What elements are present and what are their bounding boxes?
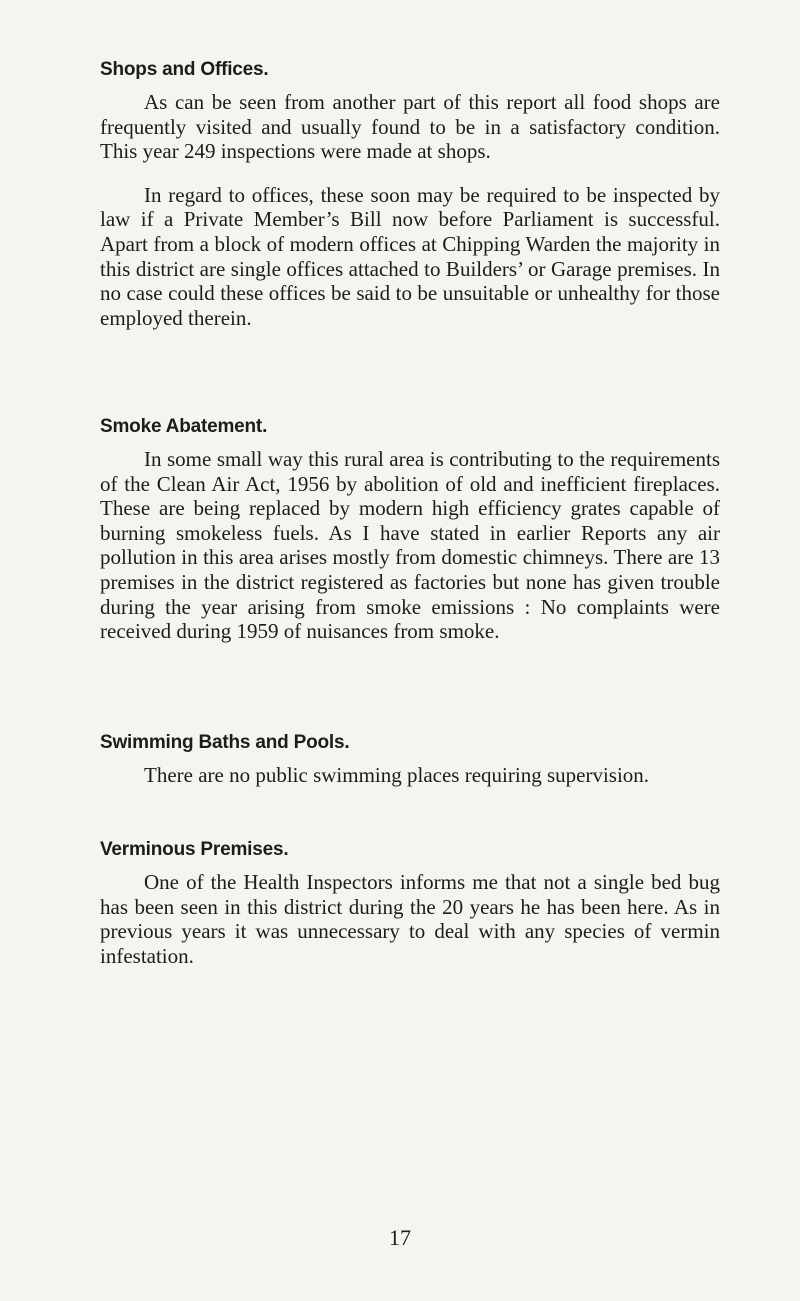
- section-shops-and-offices: [100, 58, 720, 330]
- paragraph: In some small way this rural area is contributing to the requirements of the Clean Air Act, 1956 by abolition of old and inefficient fireplaces. These are being replaced by modern high efficiency grates capable of burning smokeless fuels. As I have stated in earlier Reports any air pollution in this area arises mostly from domestic chimneys. There are 13 premises in the district registered as factories but none has given trouble during the year arising from smoke emissions : No complaints were received during 1959 of nuisances from smoke.: [100, 447, 720, 644]
- page-number: 17: [389, 1225, 411, 1250]
- section-heading: Shops and Offices.: [100, 59, 269, 80]
- section-heading: Verminous Premises.: [100, 839, 289, 860]
- paragraph: As can be seen from another part of this report all food shops are frequently visited and usually found to be in a satisfactory condition. This year 249 inspections were made at shops.: [100, 90, 720, 164]
- paragraph: In regard to offices, these soon may be required to be inspected by law if a Private Member’s Bill now before Parliament is successful. Apart from a block of modern offices at Chipping Warden the majority in this district are single offices attached to Builders’ or Garage premises. In no case could these offices be said to be unsuitable or unhealthy for those employed therein.: [100, 182, 720, 330]
- paragraph: There are no public swimming places requiring supervision.: [144, 763, 650, 787]
- section-smoke-abatement: [100, 415, 720, 644]
- section-heading: Smoke Abatement.: [100, 416, 268, 437]
- section-swimming-baths: [100, 731, 720, 788]
- section-verminous-premises: [100, 838, 720, 968]
- section-heading: Swimming Baths and Pools.: [100, 732, 350, 753]
- paragraph: One of the Health Inspectors informs me that not a single bed bug has been seen in this district during the 20 years he has been here. As in previous years it was unnecessary to deal with any species of vermin infestation.: [100, 870, 720, 968]
